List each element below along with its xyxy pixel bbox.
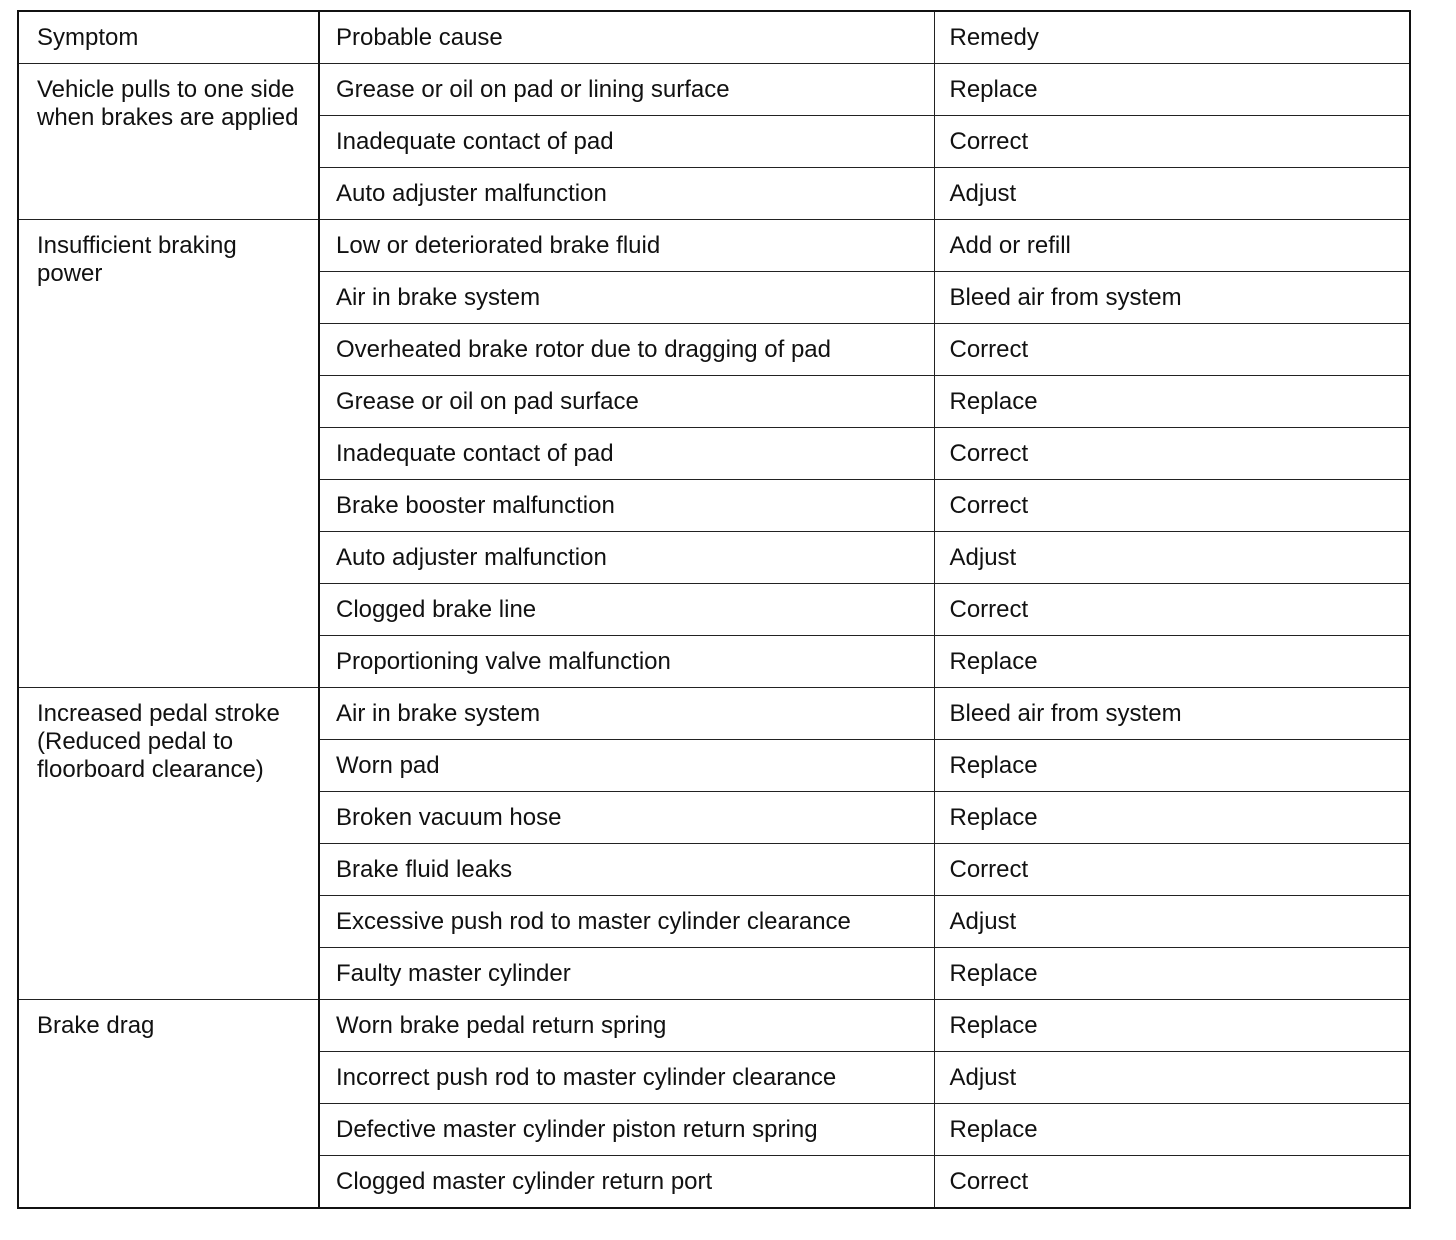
probable-cause-cell: Inadequate contact of pad bbox=[319, 116, 934, 168]
probable-cause-cell: Defective master cylinder piston return spring bbox=[319, 1104, 934, 1156]
remedy-cell: Replace bbox=[934, 636, 1410, 688]
probable-cause-cell: Overheated brake rotor due to dragging of pad bbox=[319, 324, 934, 376]
remedy-cell: Correct bbox=[934, 844, 1410, 896]
remedy-cell: Replace bbox=[934, 948, 1410, 1000]
remedy-cell: Adjust bbox=[934, 532, 1410, 584]
remedy-cell: Add or refill bbox=[934, 220, 1410, 272]
troubleshooting-table bbox=[17, 10, 1411, 1209]
probable-cause-cell: Worn brake pedal return spring bbox=[319, 1000, 934, 1052]
probable-cause-cell: Low or deteriorated brake fluid bbox=[319, 220, 934, 272]
remedy-cell: Replace bbox=[934, 1104, 1410, 1156]
remedy-cell: Adjust bbox=[934, 168, 1410, 220]
table-row bbox=[18, 1000, 1410, 1052]
probable-cause-cell: Worn pad bbox=[319, 740, 934, 792]
remedy-cell: Bleed air from system bbox=[934, 688, 1410, 740]
header-probable-cause: Probable cause bbox=[319, 11, 934, 64]
probable-cause-cell: Inadequate contact of pad bbox=[319, 428, 934, 480]
remedy-cell: Bleed air from system bbox=[934, 272, 1410, 324]
probable-cause-cell: Proportioning valve malfunction bbox=[319, 636, 934, 688]
probable-cause-cell: Broken vacuum hose bbox=[319, 792, 934, 844]
table-row bbox=[18, 220, 1410, 272]
probable-cause-cell: Clogged brake line bbox=[319, 584, 934, 636]
probable-cause-cell: Auto adjuster malfunction bbox=[319, 532, 934, 584]
remedy-cell: Adjust bbox=[934, 896, 1410, 948]
remedy-cell: Replace bbox=[934, 376, 1410, 428]
remedy-cell: Correct bbox=[934, 1156, 1410, 1209]
probable-cause-cell: Auto adjuster malfunction bbox=[319, 168, 934, 220]
table-body bbox=[18, 64, 1410, 1209]
remedy-cell: Correct bbox=[934, 428, 1410, 480]
symptom-cell: Increased pedal stroke (Reduced pedal to floorboard clearance) bbox=[18, 688, 319, 1000]
probable-cause-cell: Air in brake system bbox=[319, 272, 934, 324]
probable-cause-cell: Clogged master cylinder return port bbox=[319, 1156, 934, 1209]
header-symptom: Symptom bbox=[18, 11, 319, 64]
symptom-cell: Brake drag bbox=[18, 1000, 319, 1209]
table-row bbox=[18, 688, 1410, 740]
remedy-cell: Correct bbox=[934, 584, 1410, 636]
probable-cause-cell: Excessive push rod to master cylinder clearance bbox=[319, 896, 934, 948]
remedy-cell: Replace bbox=[934, 64, 1410, 116]
probable-cause-cell: Faulty master cylinder bbox=[319, 948, 934, 1000]
symptom-cell: Vehicle pulls to one side when brakes are applied bbox=[18, 64, 319, 220]
probable-cause-cell: Air in brake system bbox=[319, 688, 934, 740]
symptom-cell: Insufficient braking power bbox=[18, 220, 319, 688]
probable-cause-cell: Brake booster malfunction bbox=[319, 480, 934, 532]
header-remedy: Remedy bbox=[934, 11, 1410, 64]
remedy-cell: Replace bbox=[934, 792, 1410, 844]
table-row bbox=[18, 64, 1410, 116]
remedy-cell: Correct bbox=[934, 480, 1410, 532]
remedy-cell: Correct bbox=[934, 324, 1410, 376]
header-row bbox=[18, 11, 1410, 64]
probable-cause-cell: Incorrect push rod to master cylinder clearance bbox=[319, 1052, 934, 1104]
remedy-cell: Correct bbox=[934, 116, 1410, 168]
remedy-cell: Replace bbox=[934, 740, 1410, 792]
remedy-cell: Replace bbox=[934, 1000, 1410, 1052]
probable-cause-cell: Grease or oil on pad surface bbox=[319, 376, 934, 428]
probable-cause-cell: Grease or oil on pad or lining surface bbox=[319, 64, 934, 116]
remedy-cell: Adjust bbox=[934, 1052, 1410, 1104]
probable-cause-cell: Brake fluid leaks bbox=[319, 844, 934, 896]
